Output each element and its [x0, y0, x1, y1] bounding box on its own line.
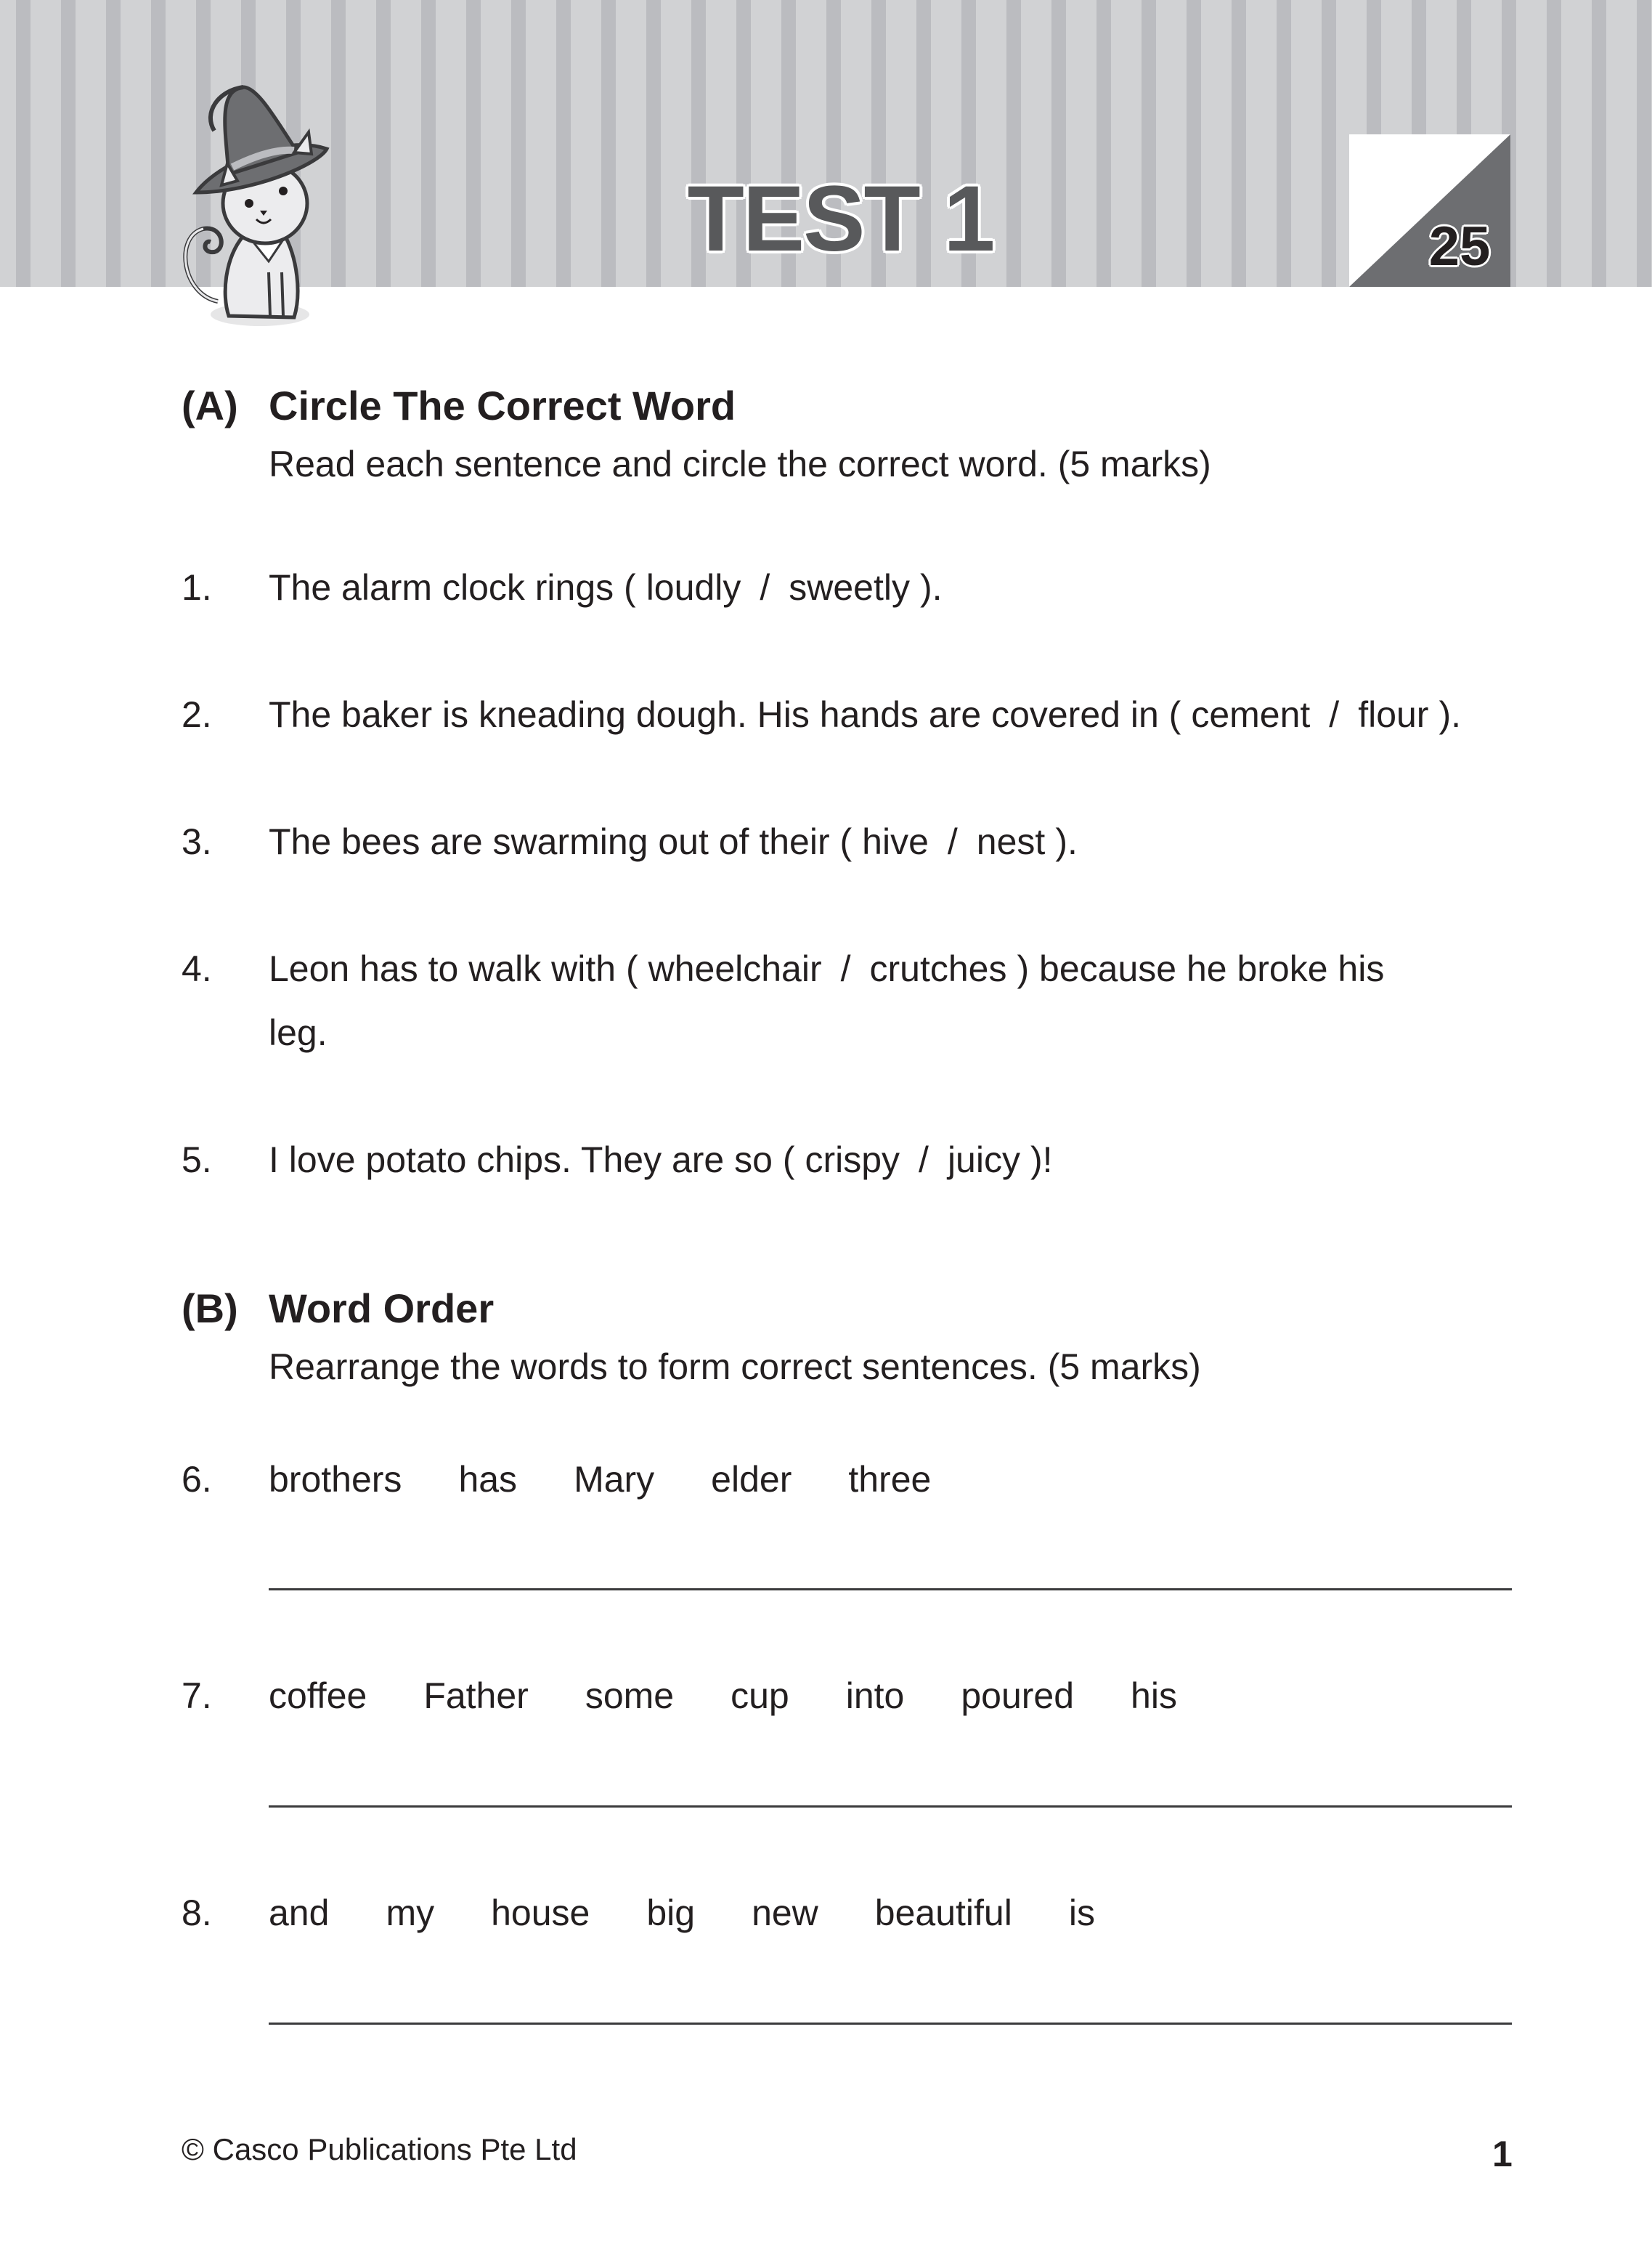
word-tile: big [646, 1893, 696, 1933]
question-8-words [269, 1891, 1152, 1935]
section-a-title: Circle The Correct Word [269, 383, 736, 428]
option-juicy[interactable]: juicy [947, 1139, 1020, 1180]
question-4: Leon has to walk with ( wheelchair / crutches ) because he broke his [269, 948, 1385, 989]
section-b-instruction: Rearrange the words to form correct sentences. (5 marks) [269, 1346, 1201, 1387]
copyright-notice: © Casco Publications Pte Ltd [182, 2132, 577, 2166]
word-tile: Mary [574, 1459, 655, 1500]
question-number: 1. [182, 567, 212, 608]
page-number: 1 [1492, 2134, 1513, 2174]
option-cement[interactable]: cement [1191, 694, 1311, 735]
question-7-words [269, 1674, 1234, 1718]
page-title: TEST 1 [687, 167, 994, 271]
question-number: 5. [182, 1139, 212, 1180]
question-3: The bees are swarming out of their ( hive / nest ). [269, 821, 1078, 862]
question-number: 6. [182, 1459, 212, 1500]
word-tile: brothers [269, 1459, 402, 1500]
word-tile: coffee [269, 1675, 367, 1716]
question-number: 3. [182, 821, 212, 862]
word-tile: is [1068, 1893, 1095, 1933]
question-1: The alarm clock rings ( loudly / sweetly ). [269, 567, 943, 608]
answer-line-7[interactable] [269, 1805, 1512, 1808]
word-tile: some [585, 1675, 675, 1716]
word-tile: elder [711, 1459, 792, 1500]
word-tile: has [458, 1459, 518, 1500]
question-2: The baker is kneading dough. His hands are covered in ( cement / flour ). [269, 694, 1461, 735]
section-a-instruction: Read each sentence and circle the correct word. (5 marks) [269, 444, 1211, 484]
question-5: I love potato chips. They are so ( crispy / juicy )! [269, 1139, 1053, 1180]
option-crispy[interactable]: crispy [805, 1139, 900, 1180]
word-tile: my [386, 1893, 435, 1933]
word-tile: three [848, 1459, 932, 1500]
word-tile: and [269, 1893, 330, 1933]
question-number: 7. [182, 1675, 212, 1716]
option-crutches[interactable]: crutches [869, 948, 1007, 989]
word-tile: beautiful [874, 1893, 1012, 1933]
option-loudly[interactable]: loudly [646, 567, 741, 608]
word-tile: his [1131, 1675, 1177, 1716]
total-marks: 25 [1428, 216, 1491, 277]
word-tile: house [491, 1893, 590, 1933]
answer-line-6[interactable] [269, 1588, 1512, 1590]
section-b-title: Word Order [269, 1285, 495, 1331]
word-tile: new [752, 1893, 818, 1933]
section-a-label: (A) [182, 383, 238, 428]
question-number: 8. [182, 1893, 212, 1933]
option-nest[interactable]: nest [976, 821, 1046, 862]
question-6-words [269, 1458, 988, 1501]
section-b-label: (B) [182, 1285, 238, 1331]
answer-line-8[interactable] [269, 2023, 1512, 2025]
word-tile: poured [961, 1675, 1075, 1716]
word-tile: Father [423, 1675, 529, 1716]
word-tile: cup [731, 1675, 789, 1716]
option-wheelchair[interactable]: wheelchair [648, 948, 822, 989]
question-number: 4. [182, 948, 212, 989]
word-tile: into [845, 1675, 905, 1716]
option-flour[interactable]: flour [1358, 694, 1429, 735]
option-sweetly[interactable]: sweetly [789, 567, 910, 608]
option-hive[interactable]: hive [862, 821, 929, 862]
question-number: 2. [182, 694, 212, 735]
question-4-continuation: leg. [269, 1012, 327, 1053]
